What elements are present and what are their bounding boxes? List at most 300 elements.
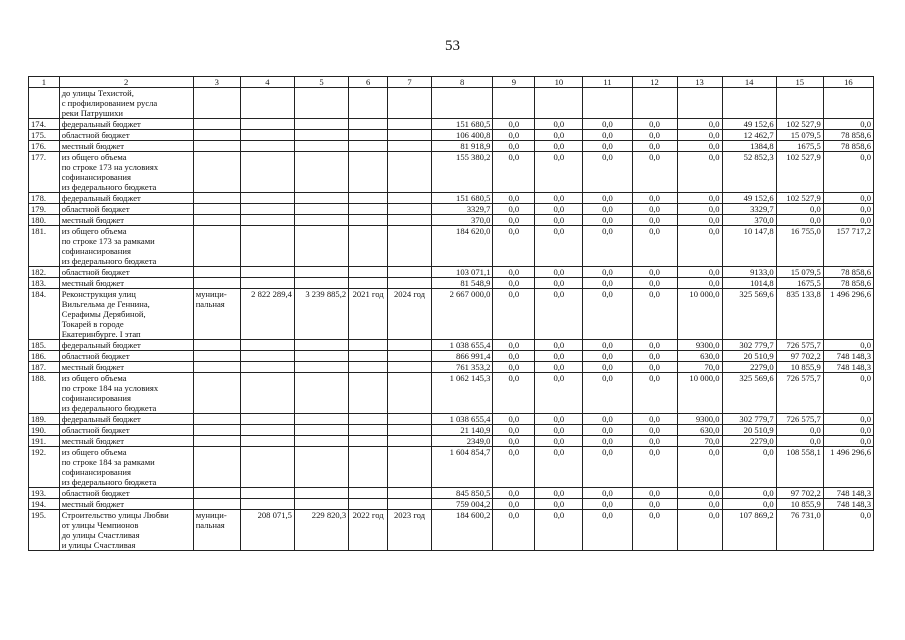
col5-cell <box>294 193 348 204</box>
col9-cell: 0,0 <box>493 152 535 193</box>
col5-cell <box>294 340 348 351</box>
col12-cell: 0,0 <box>632 362 677 373</box>
col6-cell <box>349 215 388 226</box>
col9-cell: 0,0 <box>493 226 535 267</box>
column-header: 13 <box>677 77 722 88</box>
col15-cell: 0,0 <box>776 425 823 436</box>
col10-cell: 0,0 <box>535 425 583 436</box>
table-row <box>29 447 874 488</box>
col9-cell: 0,0 <box>493 278 535 289</box>
col6-cell <box>349 340 388 351</box>
col6-cell <box>349 414 388 425</box>
col14-cell: 20 510,9 <box>722 351 776 362</box>
col13-cell: 0,0 <box>677 488 722 499</box>
table-row <box>29 215 874 226</box>
col3-cell <box>193 447 240 488</box>
table-row <box>29 289 874 340</box>
col4-cell <box>240 267 294 278</box>
row-number-cell: 180. <box>29 215 60 226</box>
table-row <box>29 340 874 351</box>
row-number-cell: 192. <box>29 447 60 488</box>
col8-cell: 1 604 854,7 <box>432 447 493 488</box>
col13-cell: 70,0 <box>677 436 722 447</box>
col6-cell <box>349 204 388 215</box>
col9-cell: 0,0 <box>493 289 535 340</box>
row-name-cell: федеральный бюджет <box>59 414 193 425</box>
col14-cell: 302 779,7 <box>722 340 776 351</box>
col3-cell <box>193 141 240 152</box>
col13-cell: 0,0 <box>677 215 722 226</box>
col4-cell <box>240 499 294 510</box>
col4-cell <box>240 278 294 289</box>
col16-cell: 0,0 <box>823 340 873 351</box>
col8-cell: 184 620,0 <box>432 226 493 267</box>
table-row <box>29 362 874 373</box>
row-number-cell: 188. <box>29 373 60 414</box>
col16-cell: 78 858,6 <box>823 278 873 289</box>
col9-cell: 0,0 <box>493 204 535 215</box>
col16-cell: 748 148,3 <box>823 488 873 499</box>
col7-cell <box>388 362 432 373</box>
row-number-cell: 187. <box>29 362 60 373</box>
row-number-cell: 177. <box>29 152 60 193</box>
col11-cell: 0,0 <box>583 488 632 499</box>
col12-cell: 0,0 <box>632 289 677 340</box>
col9-cell: 0,0 <box>493 425 535 436</box>
col4-cell <box>240 436 294 447</box>
col9-cell: 0,0 <box>493 130 535 141</box>
col12-cell: 0,0 <box>632 436 677 447</box>
col14-cell: 1384,8 <box>722 141 776 152</box>
col13-cell: 0,0 <box>677 267 722 278</box>
col9-cell: 0,0 <box>493 373 535 414</box>
col7-cell <box>388 499 432 510</box>
table-row <box>29 488 874 499</box>
col12-cell: 0,0 <box>632 488 677 499</box>
col4-cell <box>240 141 294 152</box>
col16-cell: 0,0 <box>823 193 873 204</box>
col9-cell: 0,0 <box>493 447 535 488</box>
col8-cell: 1 038 655,4 <box>432 340 493 351</box>
column-header: 16 <box>823 77 873 88</box>
col16-cell: 0,0 <box>823 119 873 130</box>
col3-cell <box>193 436 240 447</box>
col7-cell: 2024 год <box>388 289 432 340</box>
col10-cell: 0,0 <box>535 351 583 362</box>
row-name-cell: из общего объема по строке 173 за рамками софинансирования из федерального бюджета <box>59 226 193 267</box>
col7-cell <box>388 267 432 278</box>
col7-cell <box>388 414 432 425</box>
col12-cell: 0,0 <box>632 510 677 551</box>
row-name-cell: Реконструкция улиц Вильгельма де Геннина, Серафимы Дерябиной, Токарей в городе Екатеринбурге. I этап <box>59 289 193 340</box>
col10-cell: 0,0 <box>535 141 583 152</box>
col10-cell: 0,0 <box>535 215 583 226</box>
table-row <box>29 267 874 278</box>
col5-cell <box>294 119 348 130</box>
col13-cell: 10 000,0 <box>677 289 722 340</box>
col9-cell: 0,0 <box>493 362 535 373</box>
col3-cell <box>193 152 240 193</box>
row-number-cell: 183. <box>29 278 60 289</box>
col10-cell: 0,0 <box>535 340 583 351</box>
col7-cell <box>388 425 432 436</box>
col5-cell <box>294 204 348 215</box>
col11-cell: 0,0 <box>583 130 632 141</box>
col11-cell: 0,0 <box>583 278 632 289</box>
row-name-cell: областной бюджет <box>59 488 193 499</box>
col3-cell <box>193 278 240 289</box>
col8-cell: 1 062 145,3 <box>432 373 493 414</box>
table-row <box>29 130 874 141</box>
col3-cell <box>193 119 240 130</box>
row-number-cell: 181. <box>29 226 60 267</box>
col8-cell: 3329,7 <box>432 204 493 215</box>
col5-cell: 3 239 885,2 <box>294 289 348 340</box>
col10-cell: 0,0 <box>535 436 583 447</box>
col14-cell: 302 779,7 <box>722 414 776 425</box>
col3-cell <box>193 414 240 425</box>
col15-cell: 0,0 <box>776 204 823 215</box>
col8-cell: 759 004,2 <box>432 499 493 510</box>
column-header: 15 <box>776 77 823 88</box>
col5-cell <box>294 362 348 373</box>
row-name-cell: местный бюджет <box>59 141 193 152</box>
row-name-cell: из общего объема по строке 184 на условиях софинансирования из федерального бюджета <box>59 373 193 414</box>
col3-cell <box>193 130 240 141</box>
col15-cell: 15 079,5 <box>776 130 823 141</box>
row-name-cell: местный бюджет <box>59 278 193 289</box>
col8-cell: 81 548,9 <box>432 278 493 289</box>
col4-cell <box>240 447 294 488</box>
col13-cell: 0,0 <box>677 226 722 267</box>
col16-cell: 0,0 <box>823 215 873 226</box>
col11-cell: 0,0 <box>583 425 632 436</box>
col13-cell: 0,0 <box>677 119 722 130</box>
col10-cell: 0,0 <box>535 267 583 278</box>
col3-cell <box>193 373 240 414</box>
col8-cell: 155 380,2 <box>432 152 493 193</box>
col12-cell: 0,0 <box>632 414 677 425</box>
table-row <box>29 204 874 215</box>
col16-cell: 748 148,3 <box>823 362 873 373</box>
col14-cell: 12 462,7 <box>722 130 776 141</box>
col12-cell: 0,0 <box>632 425 677 436</box>
col15-cell: 108 558,1 <box>776 447 823 488</box>
table-row <box>29 425 874 436</box>
col7-cell <box>388 130 432 141</box>
col5-cell <box>294 488 348 499</box>
col13-cell: 630,0 <box>677 351 722 362</box>
col13-cell: 0,0 <box>677 510 722 551</box>
col6-cell <box>349 425 388 436</box>
col5-cell <box>294 425 348 436</box>
col4-cell <box>240 215 294 226</box>
col11-cell: 0,0 <box>583 499 632 510</box>
col7-cell <box>388 119 432 130</box>
col3-cell <box>193 499 240 510</box>
col6-cell <box>349 193 388 204</box>
col14-cell: 52 852,3 <box>722 152 776 193</box>
col4-cell <box>240 119 294 130</box>
col14-cell: 49 152,6 <box>722 193 776 204</box>
col8-cell: 845 850,5 <box>432 488 493 499</box>
col9-cell: 0,0 <box>493 499 535 510</box>
table-row <box>29 226 874 267</box>
col12-cell: 0,0 <box>632 373 677 414</box>
col7-cell <box>388 193 432 204</box>
table-row <box>29 499 874 510</box>
col4-cell <box>240 226 294 267</box>
col16-cell: 1 496 296,6 <box>823 289 873 340</box>
row-name-cell: местный бюджет <box>59 215 193 226</box>
col11-cell: 0,0 <box>583 436 632 447</box>
col8-cell: 370,0 <box>432 215 493 226</box>
col4-cell <box>240 340 294 351</box>
col9-cell: 0,0 <box>493 119 535 130</box>
col10-cell: 0,0 <box>535 204 583 215</box>
col9-cell: 0,0 <box>493 267 535 278</box>
table-row <box>29 510 874 551</box>
col15-cell: 835 133,8 <box>776 289 823 340</box>
col8-cell: 2 667 000,0 <box>432 289 493 340</box>
col15-cell: 102 527,9 <box>776 193 823 204</box>
col16-cell: 748 148,3 <box>823 351 873 362</box>
col5-cell <box>294 130 348 141</box>
col16-cell: 748 148,3 <box>823 499 873 510</box>
col8-cell: 761 353,2 <box>432 362 493 373</box>
col3-cell <box>193 267 240 278</box>
col8-cell: 151 680,5 <box>432 193 493 204</box>
col5-cell <box>294 278 348 289</box>
col9-cell: 0,0 <box>493 510 535 551</box>
column-header: 7 <box>388 77 432 88</box>
col3-cell <box>193 340 240 351</box>
row-number-cell: 194. <box>29 499 60 510</box>
row-number-cell: 184. <box>29 289 60 340</box>
row-name-cell: областной бюджет <box>59 204 193 215</box>
col15-cell: 0,0 <box>776 215 823 226</box>
col4-cell <box>240 351 294 362</box>
col13-cell: 0,0 <box>677 499 722 510</box>
col4-cell <box>240 193 294 204</box>
table-row <box>29 193 874 204</box>
row-name-cell: областной бюджет <box>59 267 193 278</box>
col15-cell: 76 731,0 <box>776 510 823 551</box>
row-name-cell: местный бюджет <box>59 499 193 510</box>
col14-cell: 9133,0 <box>722 267 776 278</box>
col7-cell <box>388 215 432 226</box>
col12-cell: 0,0 <box>632 141 677 152</box>
col6-cell <box>349 152 388 193</box>
col4-cell <box>240 362 294 373</box>
col3-cell <box>193 362 240 373</box>
col6-cell: 2022 год <box>349 510 388 551</box>
col6-cell <box>349 226 388 267</box>
col12-cell: 0,0 <box>632 215 677 226</box>
row-number-cell <box>29 88 60 119</box>
row-number-cell: 175. <box>29 130 60 141</box>
row-number-cell: 195. <box>29 510 60 551</box>
col10-cell: 0,0 <box>535 119 583 130</box>
col14-cell: 0,0 <box>722 488 776 499</box>
col14-cell: 325 569,6 <box>722 373 776 414</box>
col13-cell <box>677 88 722 119</box>
col13-cell: 0,0 <box>677 130 722 141</box>
col16-cell: 0,0 <box>823 204 873 215</box>
col16-cell: 78 858,6 <box>823 130 873 141</box>
col15-cell: 726 575,7 <box>776 373 823 414</box>
row-name-cell: областной бюджет <box>59 425 193 436</box>
col13-cell: 0,0 <box>677 447 722 488</box>
col15-cell: 10 855,9 <box>776 499 823 510</box>
col5-cell <box>294 499 348 510</box>
column-header: 8 <box>432 77 493 88</box>
col12-cell: 0,0 <box>632 204 677 215</box>
col12-cell: 0,0 <box>632 340 677 351</box>
col4-cell <box>240 414 294 425</box>
col13-cell: 630,0 <box>677 425 722 436</box>
column-header: 1 <box>29 77 60 88</box>
col7-cell <box>388 204 432 215</box>
col10-cell: 0,0 <box>535 499 583 510</box>
col5-cell <box>294 373 348 414</box>
col11-cell: 0,0 <box>583 373 632 414</box>
col11-cell: 0,0 <box>583 215 632 226</box>
col16-cell: 78 858,6 <box>823 141 873 152</box>
col4-cell <box>240 204 294 215</box>
col7-cell: 2023 год <box>388 510 432 551</box>
col14-cell: 370,0 <box>722 215 776 226</box>
col15-cell: 102 527,9 <box>776 152 823 193</box>
col5-cell <box>294 215 348 226</box>
col14-cell: 2279,0 <box>722 436 776 447</box>
col5-cell <box>294 351 348 362</box>
col14-cell: 325 569,6 <box>722 289 776 340</box>
col7-cell <box>388 351 432 362</box>
col14-cell <box>722 88 776 119</box>
col4-cell <box>240 152 294 193</box>
col3-cell: муници- пальная <box>193 289 240 340</box>
column-header: 5 <box>294 77 348 88</box>
col16-cell: 0,0 <box>823 152 873 193</box>
col5-cell: 229 820,3 <box>294 510 348 551</box>
col12-cell: 0,0 <box>632 130 677 141</box>
row-name-cell: до улицы Техистой, с профилированием русла реки Патрушихи <box>59 88 193 119</box>
col7-cell <box>388 141 432 152</box>
col11-cell: 0,0 <box>583 226 632 267</box>
column-header: 4 <box>240 77 294 88</box>
col11-cell: 0,0 <box>583 362 632 373</box>
column-header: 14 <box>722 77 776 88</box>
col6-cell <box>349 88 388 119</box>
col9-cell: 0,0 <box>493 340 535 351</box>
col13-cell: 0,0 <box>677 193 722 204</box>
col4-cell <box>240 130 294 141</box>
col8-cell: 866 991,4 <box>432 351 493 362</box>
budget-table <box>28 76 874 551</box>
col4-cell <box>240 425 294 436</box>
col11-cell: 0,0 <box>583 447 632 488</box>
col3-cell <box>193 88 240 119</box>
col15-cell: 102 527,9 <box>776 119 823 130</box>
col15-cell: 97 702,2 <box>776 488 823 499</box>
col6-cell <box>349 278 388 289</box>
col15-cell: 10 855,9 <box>776 362 823 373</box>
col15-cell: 97 702,2 <box>776 351 823 362</box>
col10-cell: 0,0 <box>535 414 583 425</box>
col7-cell <box>388 278 432 289</box>
col12-cell: 0,0 <box>632 447 677 488</box>
col10-cell: 0,0 <box>535 510 583 551</box>
col13-cell: 0,0 <box>677 204 722 215</box>
col9-cell: 0,0 <box>493 193 535 204</box>
col4-cell <box>240 488 294 499</box>
col16-cell: 78 858,6 <box>823 267 873 278</box>
col16-cell: 0,0 <box>823 425 873 436</box>
col14-cell: 0,0 <box>722 499 776 510</box>
col13-cell: 9300,0 <box>677 414 722 425</box>
col16-cell: 0,0 <box>823 373 873 414</box>
col3-cell <box>193 204 240 215</box>
row-name-cell: местный бюджет <box>59 436 193 447</box>
col10-cell: 0,0 <box>535 373 583 414</box>
col15-cell <box>776 88 823 119</box>
table-row <box>29 414 874 425</box>
col15-cell: 15 079,5 <box>776 267 823 278</box>
col9-cell: 0,0 <box>493 215 535 226</box>
col15-cell: 726 575,7 <box>776 414 823 425</box>
col8-cell: 81 918,9 <box>432 141 493 152</box>
col8-cell: 21 140,9 <box>432 425 493 436</box>
col14-cell: 20 510,9 <box>722 425 776 436</box>
col9-cell: 0,0 <box>493 488 535 499</box>
col10-cell <box>535 88 583 119</box>
col6-cell <box>349 130 388 141</box>
col7-cell <box>388 340 432 351</box>
table-row <box>29 278 874 289</box>
col7-cell <box>388 488 432 499</box>
row-number-cell: 191. <box>29 436 60 447</box>
col10-cell: 0,0 <box>535 193 583 204</box>
col5-cell <box>294 152 348 193</box>
column-header: 12 <box>632 77 677 88</box>
col8-cell: 184 600,2 <box>432 510 493 551</box>
col11-cell: 0,0 <box>583 193 632 204</box>
col4-cell <box>240 373 294 414</box>
col5-cell <box>294 226 348 267</box>
col13-cell: 9300,0 <box>677 340 722 351</box>
col10-cell: 0,0 <box>535 447 583 488</box>
col3-cell <box>193 226 240 267</box>
col14-cell: 3329,7 <box>722 204 776 215</box>
col16-cell: 0,0 <box>823 436 873 447</box>
col7-cell <box>388 88 432 119</box>
col16-cell: 157 717,2 <box>823 226 873 267</box>
column-header: 9 <box>493 77 535 88</box>
row-number-cell: 179. <box>29 204 60 215</box>
col8-cell: 2349,0 <box>432 436 493 447</box>
row-number-cell: 193. <box>29 488 60 499</box>
row-number-cell: 178. <box>29 193 60 204</box>
col11-cell: 0,0 <box>583 152 632 193</box>
col7-cell <box>388 447 432 488</box>
col4-cell: 2 822 289,4 <box>240 289 294 340</box>
col3-cell <box>193 425 240 436</box>
col7-cell <box>388 226 432 267</box>
col11-cell: 0,0 <box>583 351 632 362</box>
col3-cell <box>193 193 240 204</box>
col3-cell <box>193 351 240 362</box>
